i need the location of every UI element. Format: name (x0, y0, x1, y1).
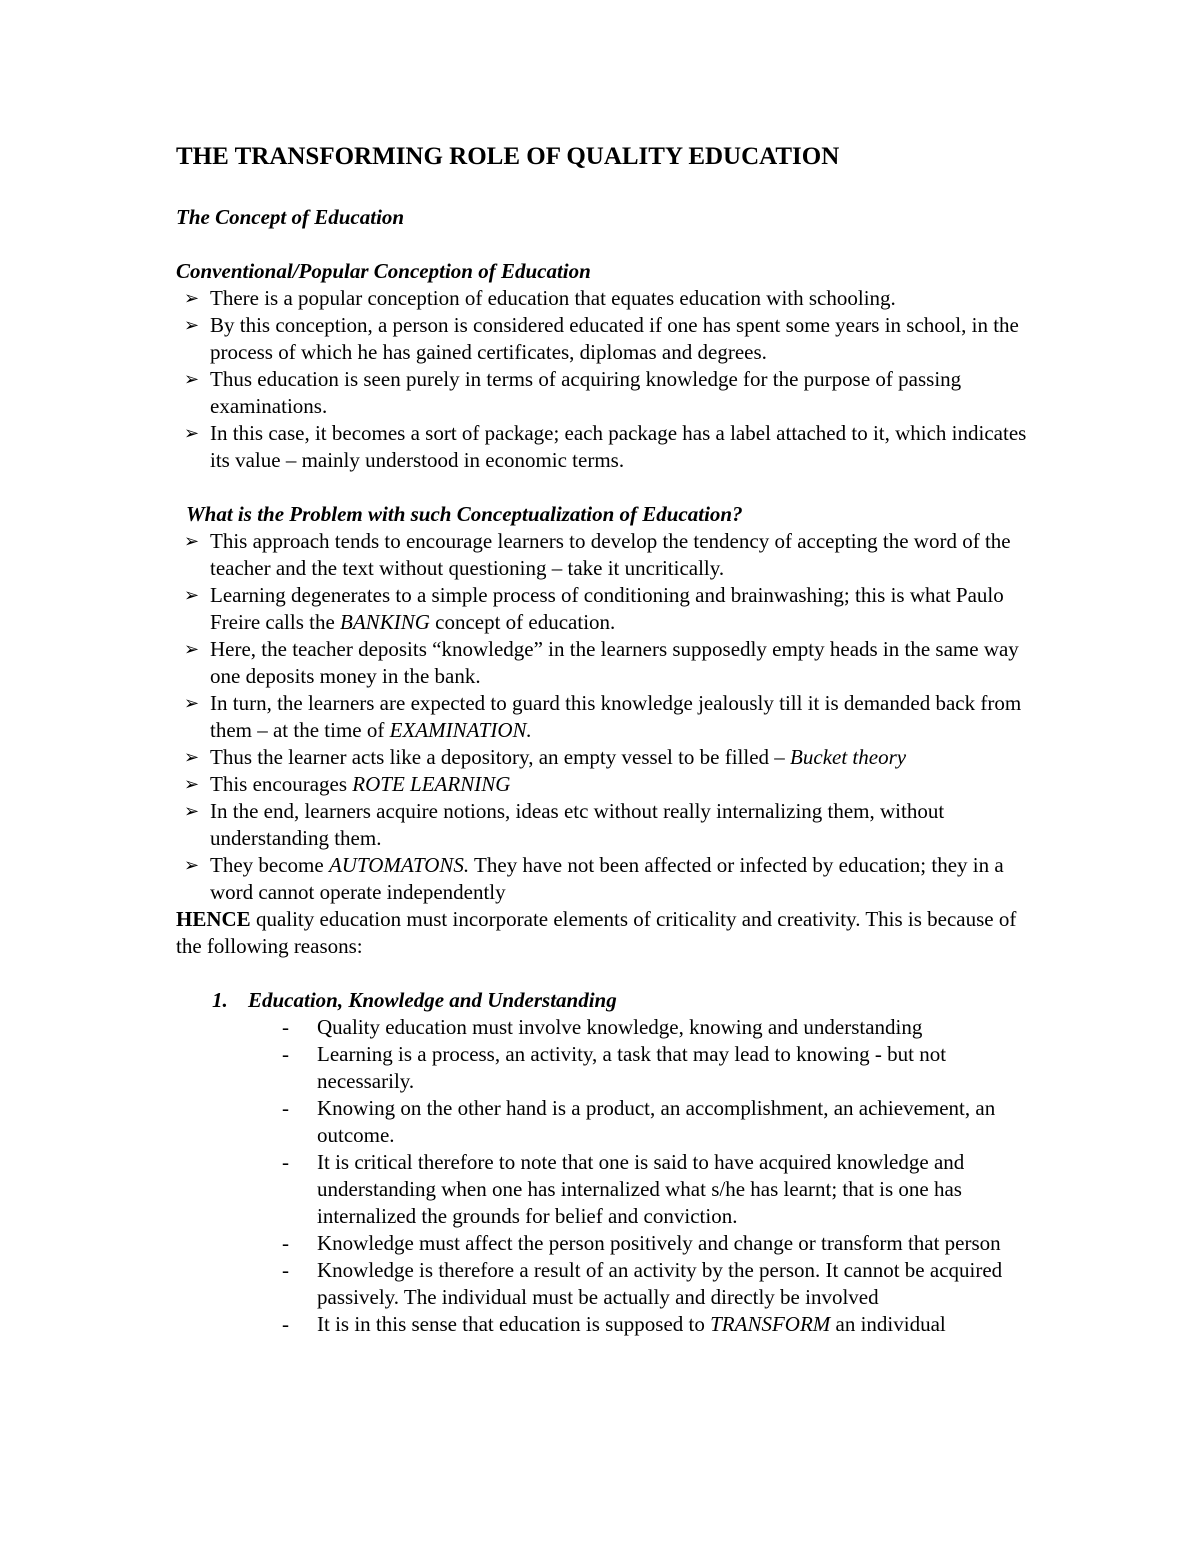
arrow-bullet-icon: ➢ (184, 693, 200, 714)
section-title: Education, Knowledge and Understanding (248, 988, 617, 1012)
arrow-bullet-icon: ➢ (184, 531, 200, 552)
arrow-bullet-icon: ➢ (184, 585, 200, 606)
list-item: ➢ Thus education is seen purely in terms of acquiring knowledge for the purpose of passing examinations. (184, 367, 962, 418)
arrow-bullet-icon: ➢ (184, 774, 200, 795)
dash-bullet: - (282, 1258, 289, 1282)
problem-list (176, 528, 1036, 906)
document-page (176, 140, 1036, 1338)
arrow-bullet-icon: ➢ (184, 639, 200, 660)
document-title: THE TRANSFORMING ROLE OF QUALITY EDUCATION (176, 143, 840, 170)
dash-bullet: - (282, 1231, 289, 1255)
list-item: ➢ This encourages ROTE LEARNING (184, 772, 511, 796)
list-item: ➢ Here, the teacher deposits “knowledge” in the learners supposedly empty heads in the same way one deposits money in the bank. (184, 637, 1019, 688)
list-item: ➢ In this case, it becomes a sort of package; each package has a label attached to it, which indicates its value – mainly understood in economic terms. (184, 421, 1027, 472)
section-1-list (282, 1014, 1036, 1338)
dash-bullet: - (282, 1096, 289, 1120)
dash-bullet: - (282, 1015, 289, 1039)
arrow-bullet-icon: ➢ (184, 855, 200, 876)
list-item: ➢ In the end, learners acquire notions, ideas etc without really internalizing them, without understanding them. (184, 799, 945, 850)
arrow-bullet-icon: ➢ (184, 801, 200, 822)
list-item: - It is in this sense that education is supposed to TRANSFORM an individual (282, 1312, 946, 1336)
conventional-heading: Conventional/Popular Conception of Education (176, 259, 591, 283)
hence-paragraph: HENCE quality education must incorporate elements of criticality and creativity. This is because of the following reasons: (176, 907, 1017, 958)
concept-heading: The Concept of Education (176, 205, 405, 229)
list-item: ➢ There is a popular conception of education that equates education with schooling. (184, 286, 896, 310)
dash-bullet: - (282, 1042, 289, 1066)
list-item: - Knowledge is therefore a result of an activity by the person. It cannot be acquired passively. The individual must be actually and directly be involved (282, 1258, 1003, 1309)
arrow-bullet-icon: ➢ (184, 423, 200, 444)
arrow-bullet-icon: ➢ (184, 288, 200, 309)
list-item: - It is critical therefore to note that one is said to have acquired knowledge and understanding when one has internalized what s/he has learnt; that is one has internalized the grounds for belief and conviction. (282, 1150, 965, 1228)
list-item: ➢ In turn, the learners are expected to guard this knowledge jealously till it is demanded back from them – at the time of EXAMINATION. (184, 691, 1022, 742)
dash-bullet: - (282, 1150, 289, 1174)
arrow-bullet-icon: ➢ (184, 369, 200, 390)
list-item: ➢ Thus the learner acts like a depository, an empty vessel to be filled – Bucket theory (184, 745, 907, 769)
problem-heading: What is the Problem with such Conceptualization of Education? (186, 502, 743, 526)
dash-bullet: - (282, 1312, 289, 1336)
list-item: - Learning is a process, an activity, a task that may lead to knowing - but not necessarily. (282, 1042, 947, 1093)
list-item: ➢ By this conception, a person is considered educated if one has spent some years in school, in the process of which he has gained certificates, diplomas and degrees. (184, 313, 1019, 364)
list-item: ➢ Learning degenerates to a simple process of conditioning and brainwashing; this is what Paulo Freire calls the BANKING concept of education. (184, 583, 1004, 634)
conventional-list (176, 285, 1036, 474)
list-item: ➢ They become AUTOMATONS. They have not been affected or infected by education; they in a word cannot operate independently (184, 853, 1004, 904)
arrow-bullet-icon: ➢ (184, 315, 200, 336)
arrow-bullet-icon: ➢ (184, 747, 200, 768)
list-item: ➢ This approach tends to encourage learners to develop the tendency of accepting the word of the teacher and the text without questioning – take it uncritically. (184, 529, 1011, 580)
section-number: 1. (212, 988, 228, 1012)
list-item: - Knowledge must affect the person positively and change or transform that person (282, 1231, 1001, 1255)
list-item: - Knowing on the other hand is a product, an accomplishment, an achievement, an outcome. (282, 1096, 996, 1147)
list-item: - Quality education must involve knowledge, knowing and understanding (282, 1015, 923, 1039)
section-1-heading (176, 987, 1036, 1014)
